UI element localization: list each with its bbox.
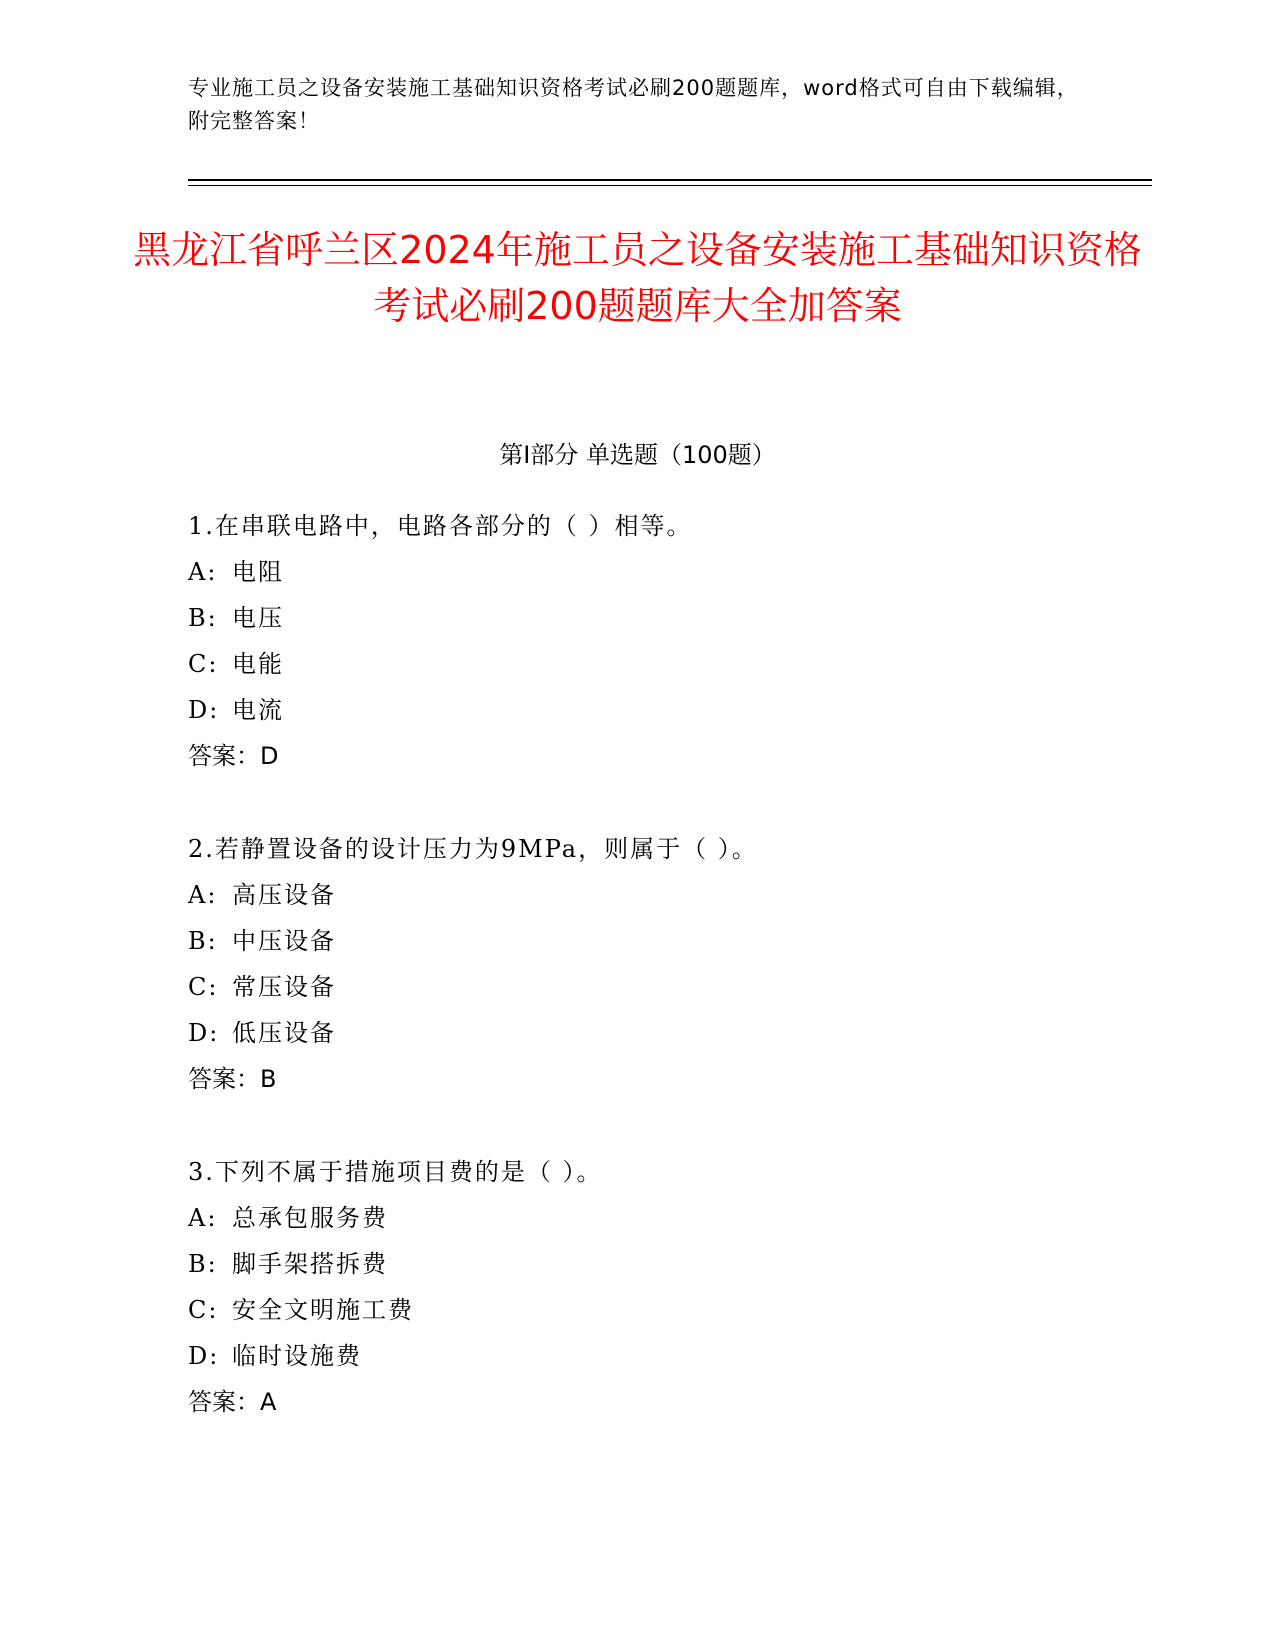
- option-letter: A:: [188, 558, 218, 586]
- option-letter: B:: [188, 927, 218, 955]
- option-text: 常压设备: [232, 973, 336, 1001]
- answer-line: 答案：A: [188, 1388, 277, 1416]
- intro-text: 专业施工员之设备安装施工基础知识资格考试必刷200题题库，word格式可自由下载编辑，附完整答案！: [188, 76, 1079, 133]
- option-c: [188, 964, 1138, 1010]
- option-d: [188, 687, 1138, 733]
- option-a: [188, 549, 1138, 595]
- option-letter: A:: [188, 881, 218, 909]
- header-rule-thick: [188, 179, 1152, 181]
- question-stem: 2.若静置设备的设计压力为9MPa，则属于（ ）。: [188, 835, 758, 863]
- option-letter: C:: [188, 973, 219, 1001]
- question-stem: 1.在串联电路中，电路各部分的（ ）相等。: [188, 512, 693, 540]
- option-letter: C:: [188, 650, 219, 678]
- option-b: [188, 1241, 1138, 1287]
- option-letter: D:: [188, 1342, 220, 1370]
- option-text: 临时设施费: [232, 1342, 362, 1370]
- option-d: [188, 1010, 1138, 1056]
- option-a: [188, 872, 1138, 918]
- question-3: [188, 1149, 1138, 1425]
- option-text: 电阻: [232, 558, 284, 586]
- document-title: 黑龙江省呼兰区2024年施工员之设备安装施工基础知识资格考试必刷200题题库大全加答案: [133, 228, 1142, 328]
- option-text: 电压: [232, 604, 284, 632]
- option-text: 高压设备: [232, 881, 336, 909]
- option-text: 总承包服务费: [232, 1204, 388, 1232]
- option-letter: A:: [188, 1204, 218, 1232]
- header-rule-thin: [188, 185, 1152, 186]
- question-1: [188, 503, 1138, 779]
- answer-line: 答案：D: [188, 742, 279, 770]
- section-heading: 第Ⅰ部分 单选题（100题）: [499, 441, 776, 469]
- option-text: 安全文明施工费: [232, 1296, 414, 1324]
- option-text: 电能: [232, 650, 284, 678]
- option-letter: B:: [188, 1250, 218, 1278]
- option-c: [188, 1287, 1138, 1333]
- option-c: [188, 641, 1138, 687]
- option-b: [188, 918, 1138, 964]
- option-b: [188, 595, 1138, 641]
- option-letter: C:: [188, 1296, 219, 1324]
- option-letter: B:: [188, 604, 218, 632]
- question-stem: 3.下列不属于措施项目费的是（ ）。: [188, 1158, 603, 1186]
- option-d: [188, 1333, 1138, 1379]
- answer-line: 答案：B: [188, 1065, 277, 1093]
- option-text: 低压设备: [232, 1019, 336, 1047]
- option-letter: D:: [188, 696, 220, 724]
- option-letter: D:: [188, 1019, 220, 1047]
- option-a: [188, 1195, 1138, 1241]
- option-text: 中压设备: [232, 927, 336, 955]
- question-2: [188, 826, 1138, 1102]
- option-text: 电流: [232, 696, 284, 724]
- option-text: 脚手架搭拆费: [232, 1250, 388, 1278]
